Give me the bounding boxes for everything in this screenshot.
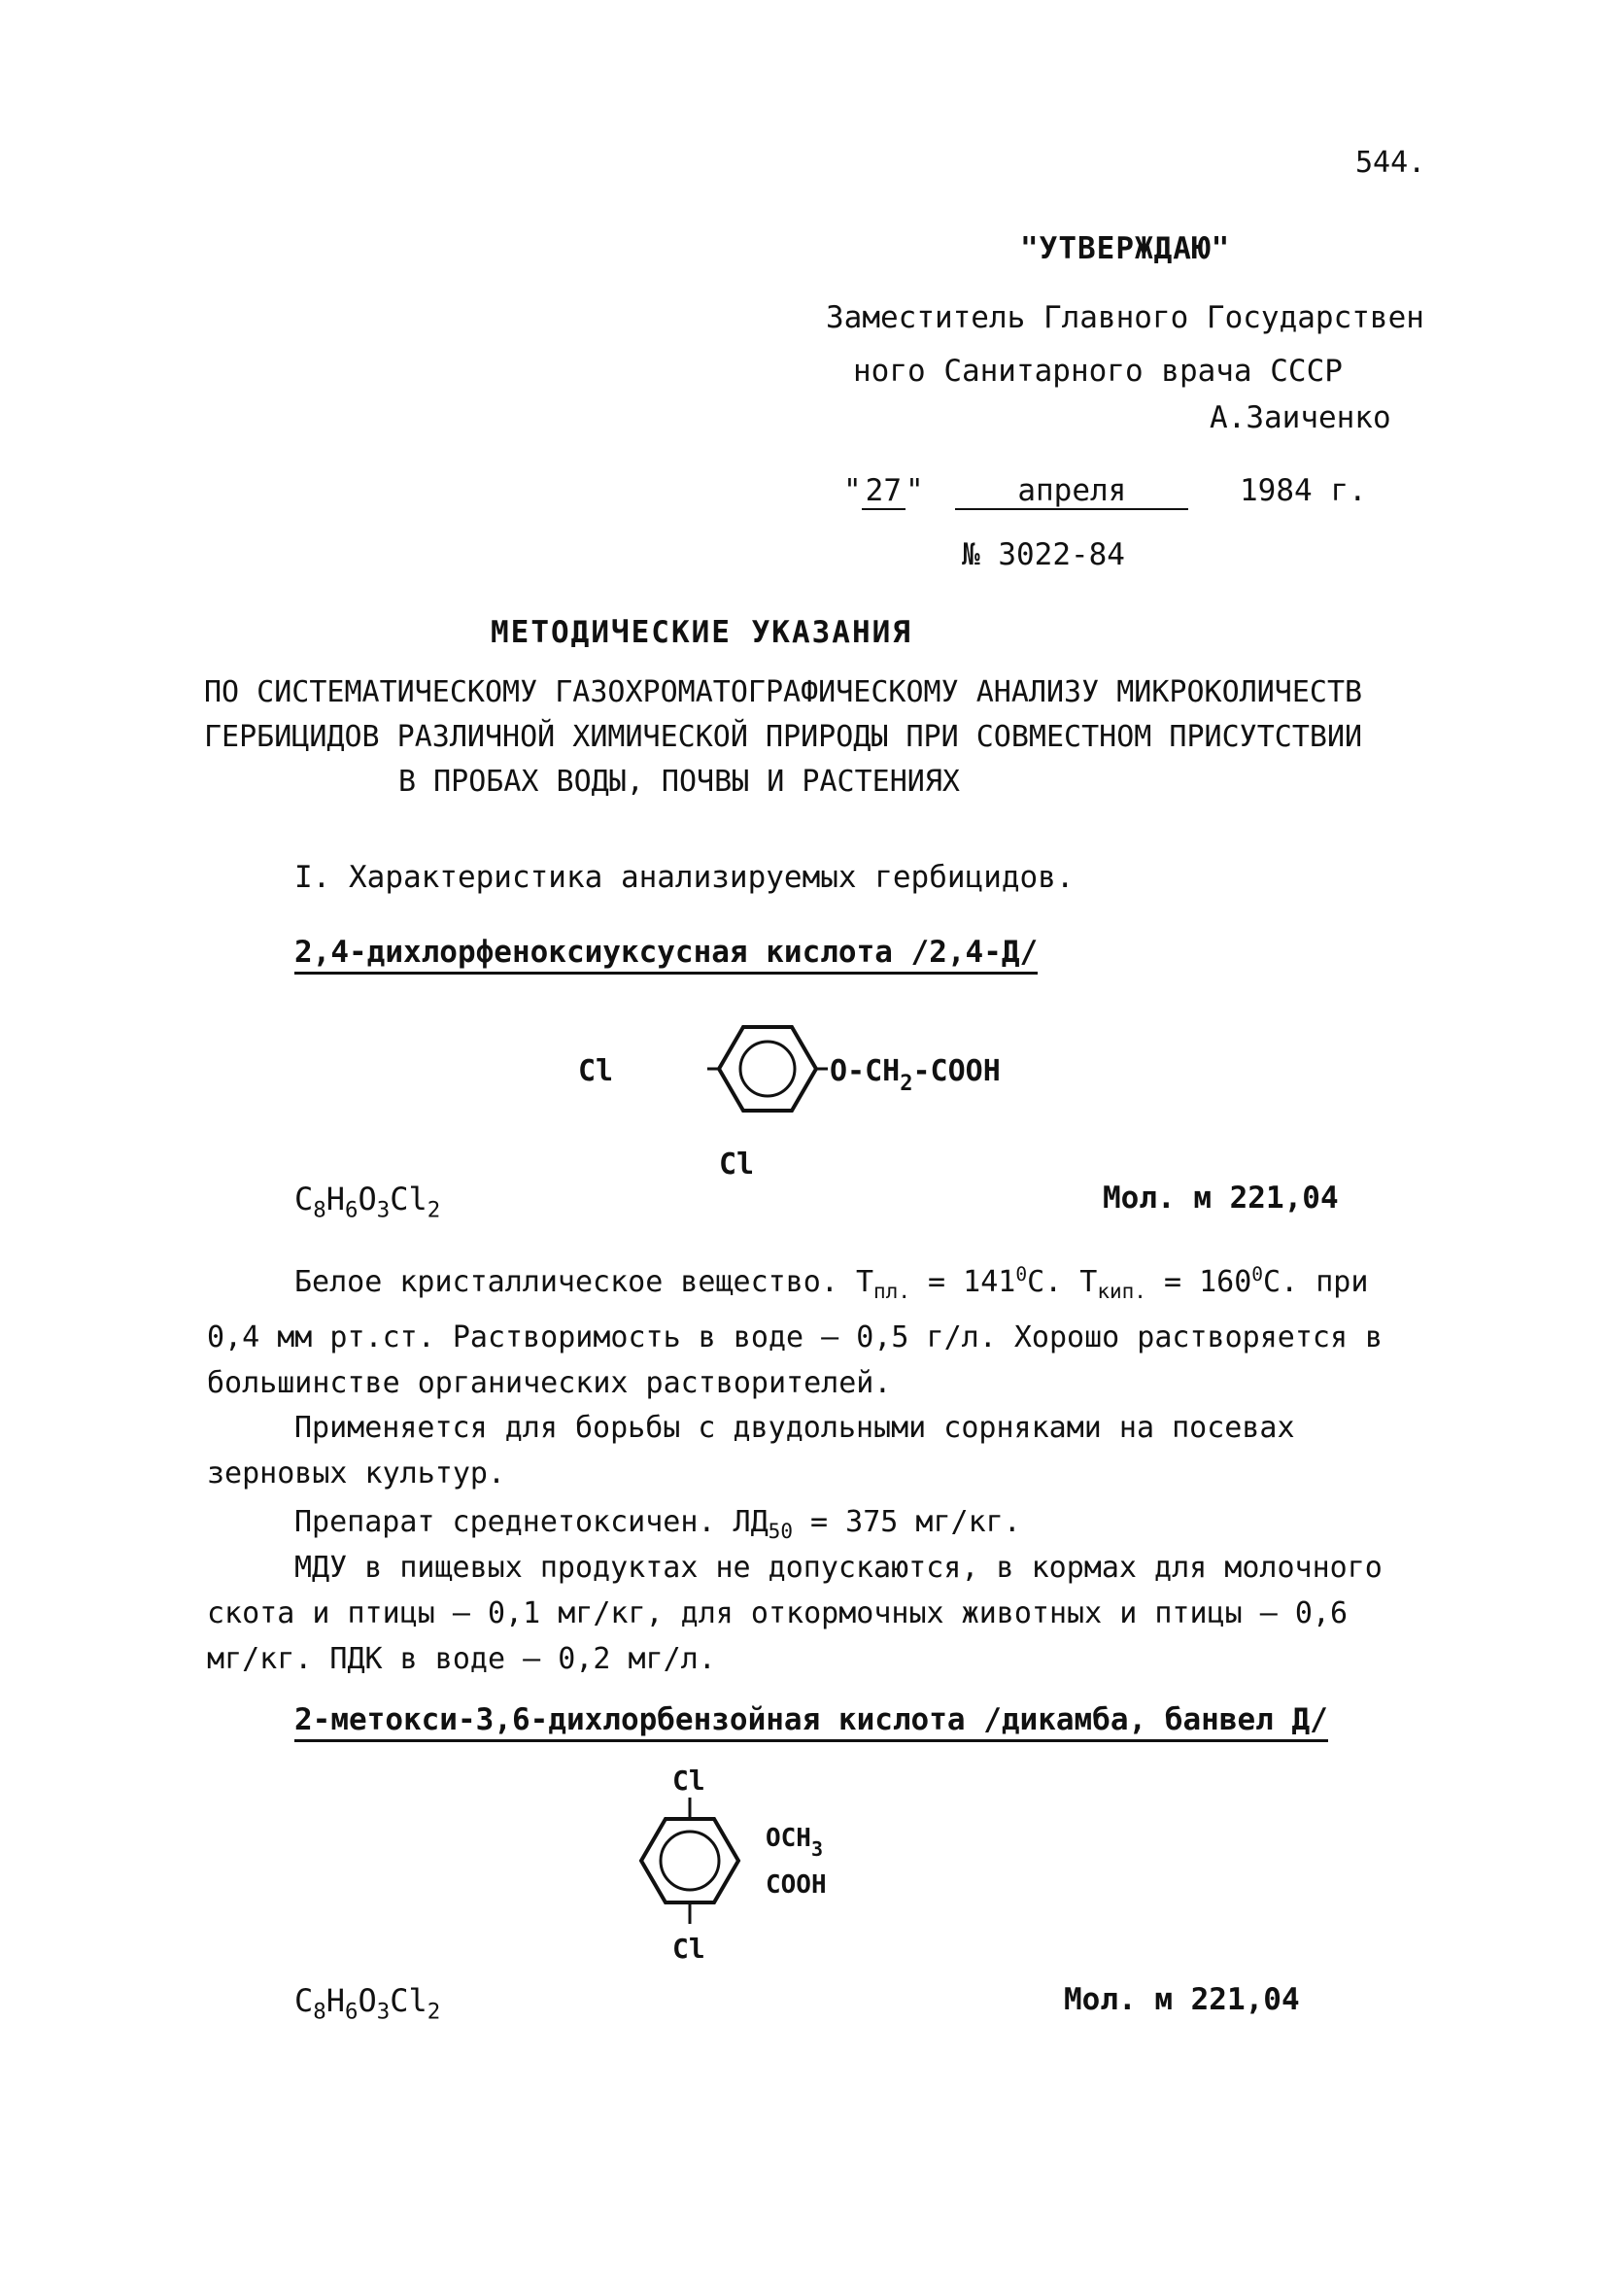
h1-cl-bottom: Cl <box>719 1148 755 1182</box>
h1-chain-sub: 2 <box>900 1072 913 1096</box>
h2-cooh: COOH <box>766 1870 827 1900</box>
document-number: № 3022-84 <box>962 537 1125 572</box>
h2-cl-top: Cl <box>672 1765 705 1797</box>
herbicide1-mol-weight: Мол. м 221,04 <box>1103 1181 1339 1216</box>
h1-chain-b: -COOH <box>912 1054 1001 1088</box>
approver-position-line1: Заместитель Главного Государствен <box>826 300 1424 335</box>
subtitle-line1: ПО СИСТЕМАТИЧЕСКОМУ ГАЗОХРОМАТОГРАФИЧЕСКОМУ АНАЛИЗУ МИКРОКОЛИЧЕСТВ <box>204 675 1363 709</box>
herbicide2-name: 2-метокси-3,6-дихлорбензойная кислота /дикамба, банвел Д/ <box>294 1702 1328 1742</box>
approval-stamp: "УТВЕРЖДАЮ" <box>1020 231 1231 266</box>
herbicide1-properties: Белое кристаллическое вещество. $Т_{пл.} = 141^0С$. $Т_{кип.} = 160^0С$. при 0,4 мм рт.ст. Растворимость в воде – 0,5 г/л. Хорошо растворяется в большинстве органических растворителей. <box>207 1263 1384 1400</box>
herbicide2-structure <box>622 1749 874 1972</box>
date-year: 1984 г. <box>1240 473 1367 508</box>
approval-date: " 27 " апреля 1984 г. <box>843 473 1367 508</box>
h1-chain-a: O-CH <box>830 1054 901 1088</box>
subtitle-line3: В ПРОБАХ ВОДЫ, ПОЧВЫ И РАСТЕНИЯХ <box>398 765 960 799</box>
document-title: МЕТОДИЧЕСКИЕ УКАЗАНИЯ <box>491 615 912 650</box>
approver-position <box>826 291 1424 398</box>
subtitle-line2: ГЕРБИЦИДОВ РАЗЛИЧНОЙ ХИМИЧЕСКОЙ ПРИРОДЫ ПРИ СОВМЕСТНОМ ПРИСУТСТВИИ <box>204 720 1363 754</box>
h1-cl-left: Cl <box>578 1054 614 1088</box>
herbicide1-structure <box>573 1011 1001 1185</box>
h2-cl-bottom: Cl <box>672 1933 705 1965</box>
approver-name: А.Заиченко <box>1210 400 1391 435</box>
approver-position-line2: ного Санитарного врача СССР <box>853 354 1343 389</box>
herbicide1-name: 2,4-дихлорфеноксиуксусная кислота /2,4-Д/ <box>294 935 1038 975</box>
section-heading: I. Характеристика анализируемых гербицидов. <box>294 860 1075 895</box>
page-number: 544. <box>1355 146 1426 180</box>
herbicide1-toxicity: Препарат среднетоксичен. $ЛД_{50} = 375$ мг/кг. <box>294 1505 1021 1543</box>
h2-och3: $OCH_3$ <box>766 1824 824 1861</box>
herbicide2-mol-weight: Мол. м 221,04 <box>1064 1982 1300 2017</box>
herbicide2-formula: $C_8H_6O_3Cl_2$ <box>294 1982 441 2025</box>
date-day: 27 <box>862 473 906 510</box>
h1-chain <box>830 1054 1001 1096</box>
date-month: апреля <box>955 473 1188 510</box>
herbicide1-usage: Применяется для борьбы с двудольными сорняками на посевах зерновых культур. <box>207 1411 1295 1491</box>
herbicide1-mdu: МДУ в пищевых продуктах не допускаются, в кормах для молочного скота и птицы – 0,1 мг/кг, для откормочных животных и птицы – 0,6 мг/кг. ПДК в воде – 0,2 мг/л. <box>207 1551 1383 1676</box>
herbicide1-formula: $C_8H_6O_3Cl_2$ <box>294 1181 441 1223</box>
document-subtitle <box>204 670 1362 805</box>
